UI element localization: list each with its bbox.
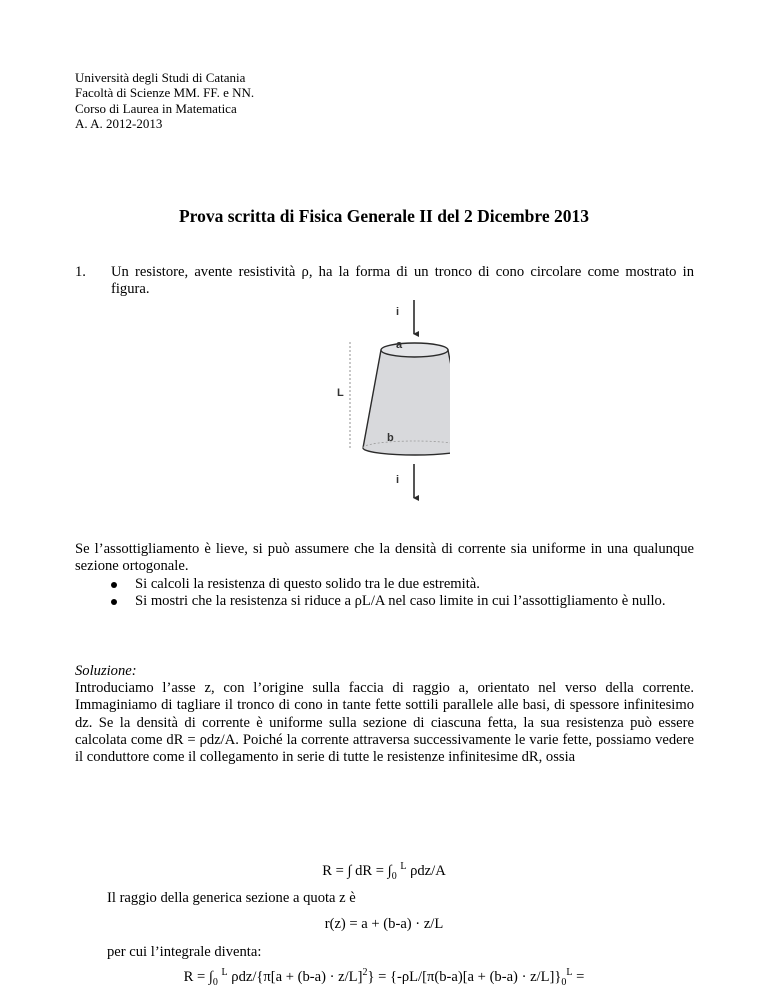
- eq3-part4: =: [572, 968, 585, 985]
- solution-label: Soluzione:: [75, 663, 137, 679]
- solution-section: [75, 663, 694, 766]
- equation-radius: r(z) = a + (b-a) · z/L: [324, 916, 444, 932]
- eq3-part3: } = {-ρL/[π(b-a)[a + (b-a) · z/L]}: [367, 968, 562, 985]
- integral-intro-text: per cui l’integrale diventa:: [107, 944, 262, 960]
- length-label: L: [337, 387, 344, 399]
- problem-statement: Un resistore, avente resistività ρ, ha la forma di un tronco di cono circolare come mostrato in figura.: [111, 264, 694, 298]
- header-line-university: Università degli Studi di Catania: [75, 70, 246, 85]
- task-text: Si mostri che la resistenza si riduce a ρL/A nel caso limite in cui l’assottigliamento è nullo.: [135, 593, 666, 610]
- assumption-text: Se l’assottigliamento è lieve, si può assumere che la densità di corrente sia uniforme in una qualunque sezione ortogonale.: [75, 541, 694, 575]
- header-line-faculty: Facoltà di Scienze MM. FF. e NN.: [75, 85, 255, 101]
- eq1-lhs: R = ∫ dR = ∫: [322, 862, 392, 879]
- radius-label-b: b: [387, 432, 394, 444]
- task-item: [107, 576, 694, 593]
- eq1-rhs: ρdz/A: [406, 862, 446, 879]
- eq3-part1: R = ∫: [183, 968, 213, 985]
- cone-top-face: [381, 343, 448, 357]
- solution-paragraph: Introduciamo l’asse z, con l’origine sulla faccia di raggio a, orientato nel verso della corrente. Immaginiamo di tagliare il tronco di cono in tante fette sottili parallele alle basi, di spessore infinitesimo dz. Se la densità di corrente è uniforme sulla sezione di ciascuna fetta, la sua resistenza può essere calcolata come dR = ρdz/A. Poiché la corrente attraversa successivamente le varie fette, possiamo vedere il conduttore come il collegamento in serie di tutte le resistenze infinitesime dR, ossia: [75, 680, 694, 766]
- task-item: [107, 593, 694, 610]
- university-header: [75, 70, 254, 132]
- eq1-upper-limit: L: [400, 861, 407, 872]
- eq3-eval-upper: L: [566, 967, 573, 978]
- problem-number: 1.: [75, 264, 86, 280]
- cone-body: [363, 350, 450, 455]
- current-label-bottom: i: [396, 474, 400, 486]
- radius-intro-text: Il raggio della generica sezione a quota z è: [107, 890, 356, 906]
- eq3-exponent: 2: [362, 967, 368, 978]
- header-line-academic-year: A. A. 2012-2013: [75, 116, 163, 132]
- task-list: [107, 576, 694, 610]
- exam-title: Prova scritta di Fisica Generale II del 2 Dicembre 2013: [178, 206, 590, 226]
- eq3-upper-limit: L: [221, 967, 228, 978]
- eq3-part2: ρdz/{π[a + (b-a) · z/L]: [227, 968, 363, 985]
- eq3-lower-limit: 0: [212, 976, 218, 988]
- eq3-eval-lower: 0: [561, 976, 567, 988]
- bullet-icon: [111, 599, 117, 605]
- equation-resistance-integral: [0, 861, 768, 882]
- current-label-top: i: [396, 306, 400, 318]
- radius-label-a: a: [396, 339, 403, 351]
- header-line-course: Corso di Laurea in Matematica: [75, 100, 237, 116]
- bullet-icon: [111, 582, 117, 588]
- task-text: Si calcoli la resistenza di questo solido tra le due estremità.: [135, 576, 480, 592]
- eq1-lower-limit: 0: [391, 870, 397, 882]
- truncated-cone-figure: [330, 298, 450, 508]
- equation-integral-result: [0, 967, 768, 988]
